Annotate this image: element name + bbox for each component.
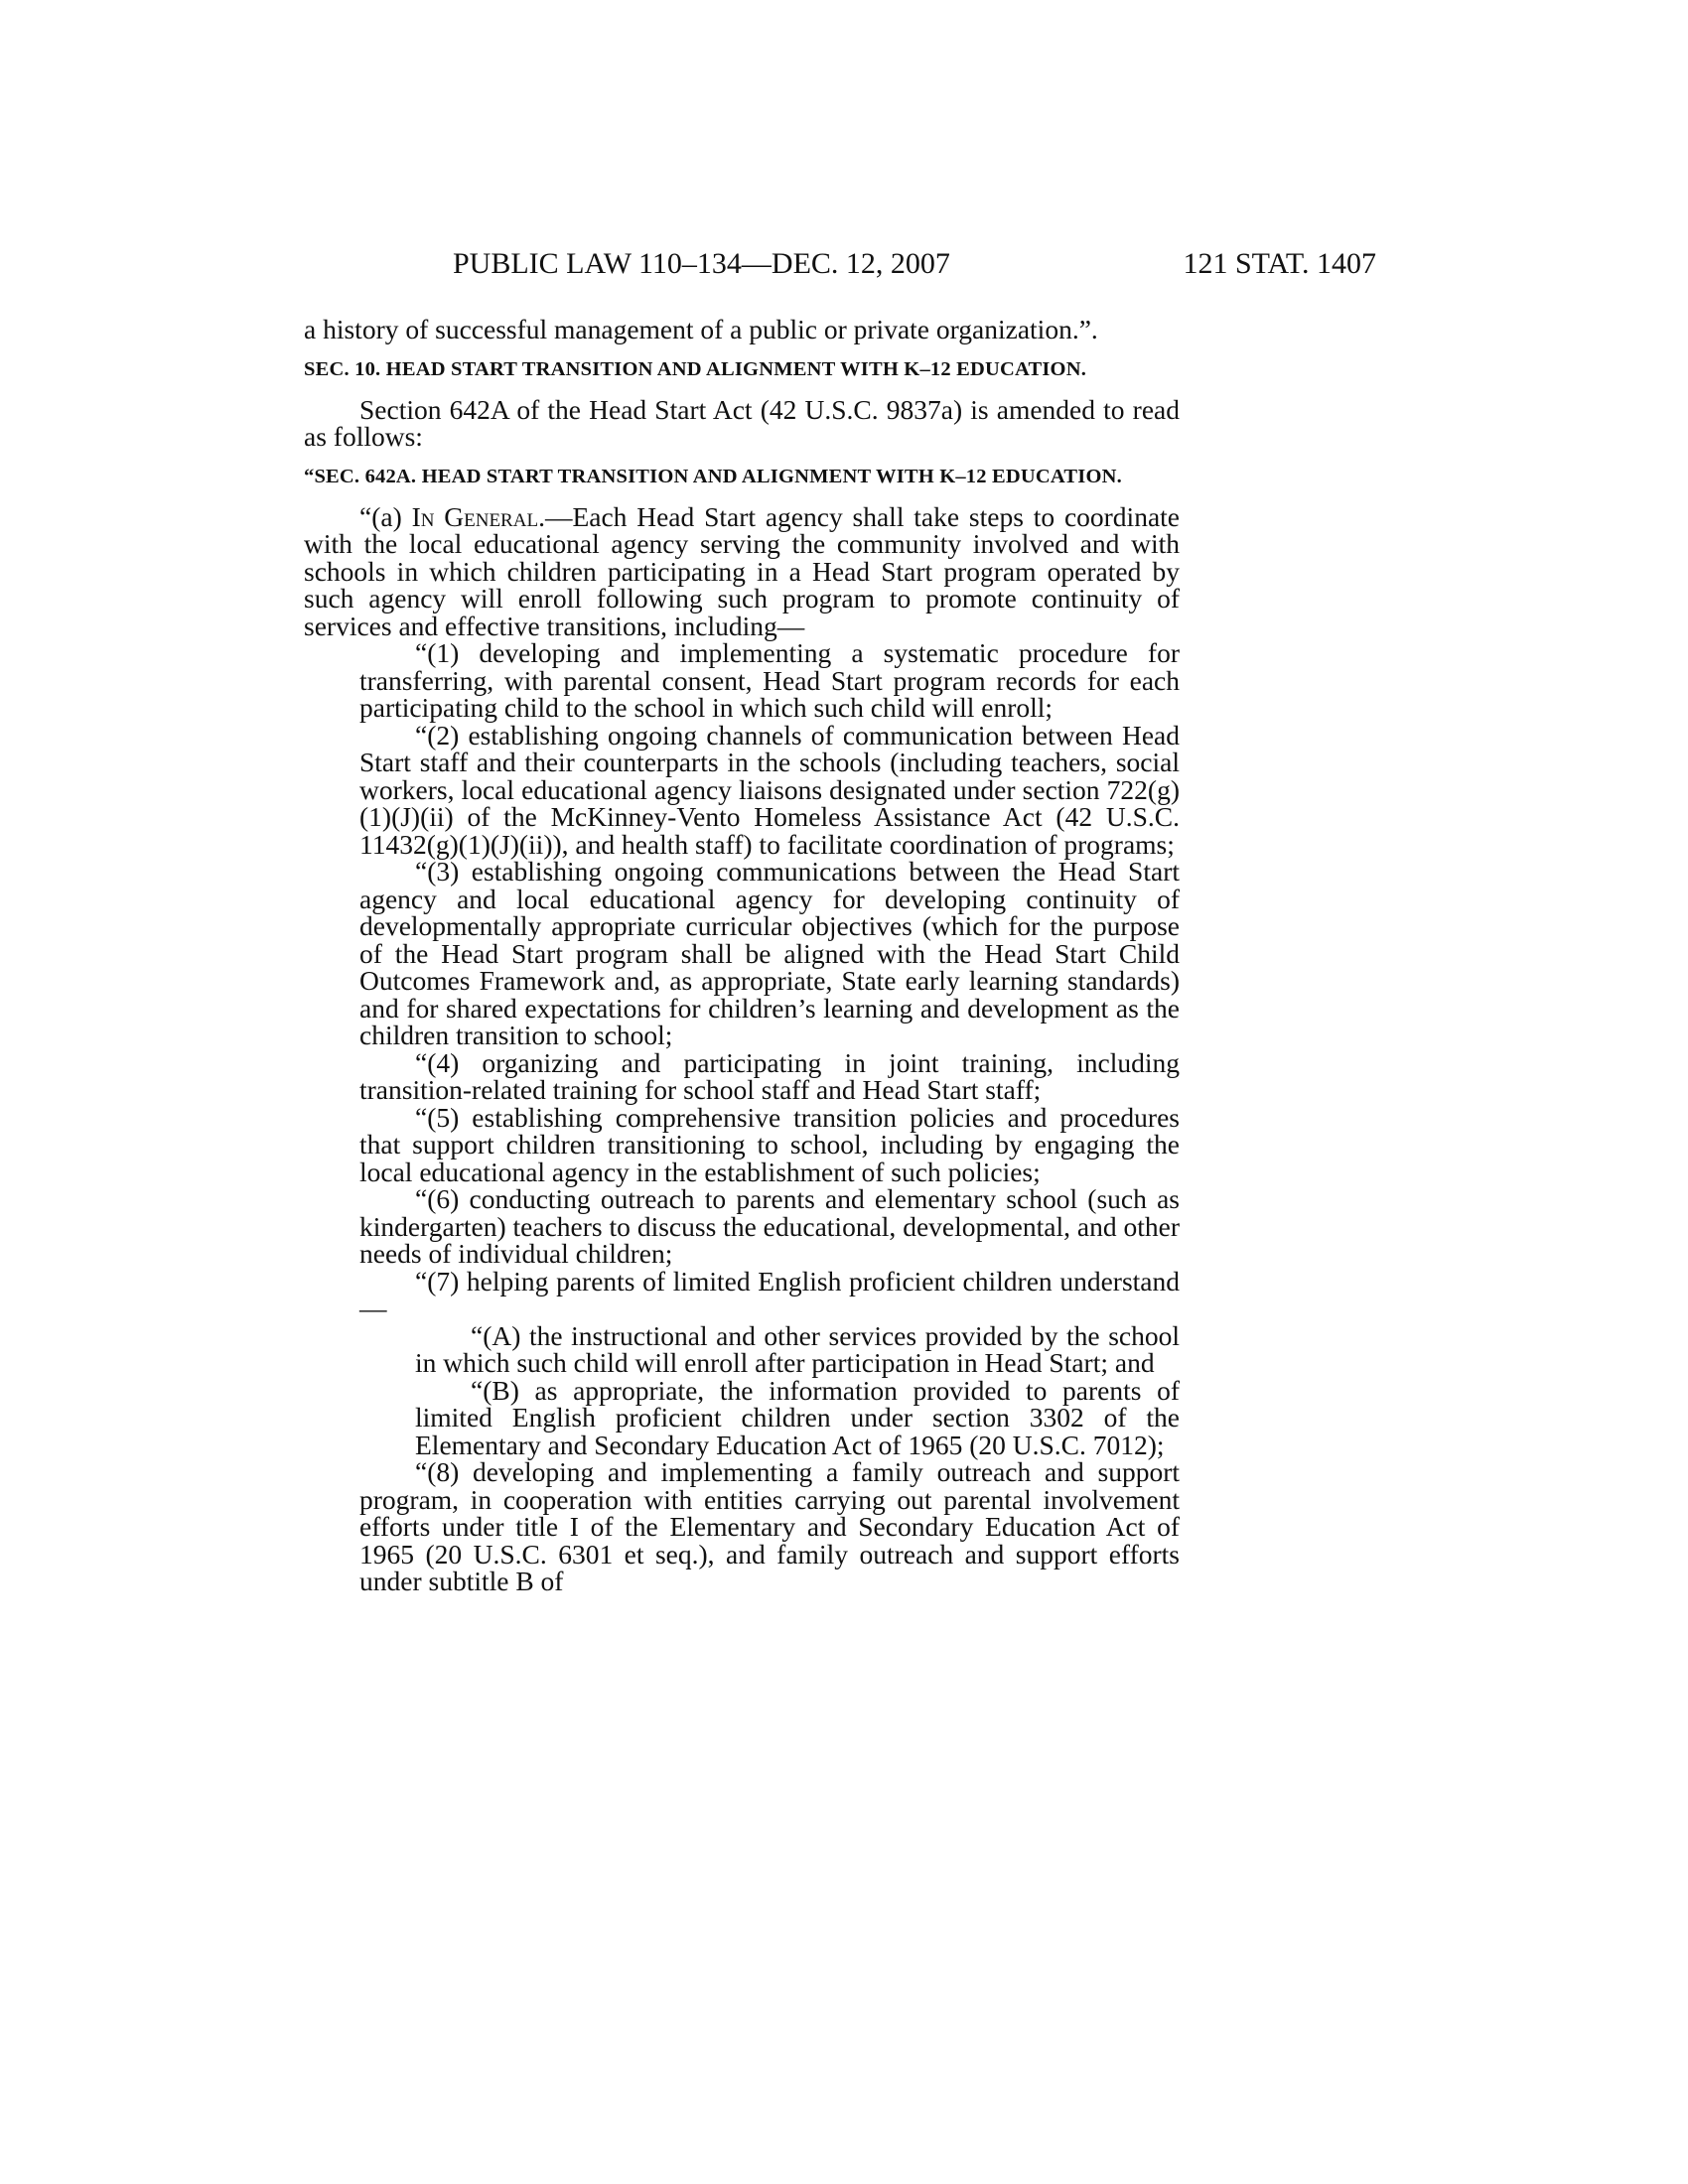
section-10-heading: SEC. 10. HEAD START TRANSITION AND ALIGNMENT WITH K–12 EDUCATION. <box>304 357 1087 380</box>
paragraph-8: “(8) developing and implementing a family outreach and support program, in cooperation with entities carrying out parental involvement efforts under title I of the Elementary and Secondary Education Act of 1965 (20 U.S.C. 6301 et seq.), and family outreach and support efforts under subtitle B of <box>359 1456 1180 1596</box>
paragraph-2: “(2) establishing ongoing channels of communication between Head Start staff and their counterparts in the schools (including teachers, social workers, local educational agency liaisons designated under section 722(g)(1)(J)(ii) of the McKinney-Vento Homeless Assistance Act (42 U.S.C. 11432(g)(1)(J)(ii)), and health staff) to facilitate coordination of programs; <box>359 719 1180 860</box>
subsection-a <box>304 500 1180 641</box>
page-header <box>304 244 1376 284</box>
subsection-a-prefix: “(a) <box>359 500 412 532</box>
paragraph-6: “(6) conducting outreach to parents and elementary school (such as kindergarten) teachers to discuss the educational, developmental, and other needs of individual children; <box>359 1183 1180 1269</box>
subparagraph-7a: “(A) the instructional and other services provided by the school in which such child will enroll after participation in Head Start; and <box>415 1319 1180 1378</box>
document-body <box>304 316 1180 1595</box>
paragraph-3: “(3) establishing ongoing communications between the Head Start agency and local educational agency for developing continuity of developmentally appropriate curricular objectives (which for the purpose of the Head Start program shall be aligned with the Head Start Child Outcomes Framework and, as appropriate, State early learning standards) and for shared expectations for children’s learning and development as the children transition to school; <box>359 856 1180 1050</box>
running-head-title: PUBLIC LAW 110–134—DEC. 12, 2007 <box>453 247 950 280</box>
paragraph-5: “(5) establishing comprehensive transition policies and procedures that support children transitioning to school, including by engaging the local educational agency in the establishment of such policies; <box>359 1101 1180 1187</box>
statute-page-number: 121 STAT. 1407 <box>1183 247 1376 280</box>
paragraph-1: “(1) developing and implementing a systematic procedure for transferring, with parental consent, Head Start program records for each participating child to the school in which such child will enroll; <box>359 637 1180 723</box>
paragraph-4: “(4) organizing and participating in joint training, including transition-related training for school staff and Head Start staff; <box>359 1046 1180 1105</box>
intro-paragraph: a history of successful management of a public or private organization.”. <box>304 314 1098 344</box>
subsection-a-text: .—Each Head Start agency shall take steps to coordinate with the local educational agency serving the community involved and with schools in which children participating in a Head Start program operated by such agency will enroll following such program to promote continuity of services and effective transitions, including— <box>304 500 1180 641</box>
section-10-text: Section 642A of the Head Start Act (42 U.S.C. 9837a) is amended to read as follows: <box>304 393 1180 452</box>
subparagraph-7b: “(B) as appropriate, the information provided to parents of limited English proficient children under section 3302 of the Elementary and Secondary Education Act of 1965 (20 U.S.C. 7012); <box>415 1374 1180 1460</box>
section-642a-heading: “SEC. 642A. HEAD START TRANSITION AND ALIGNMENT WITH K–12 EDUCATION. <box>304 465 1122 487</box>
paragraph-7: “(7) helping parents of limited English proficient children understand— <box>359 1265 1180 1323</box>
subsection-a-heading: In General <box>411 500 539 532</box>
